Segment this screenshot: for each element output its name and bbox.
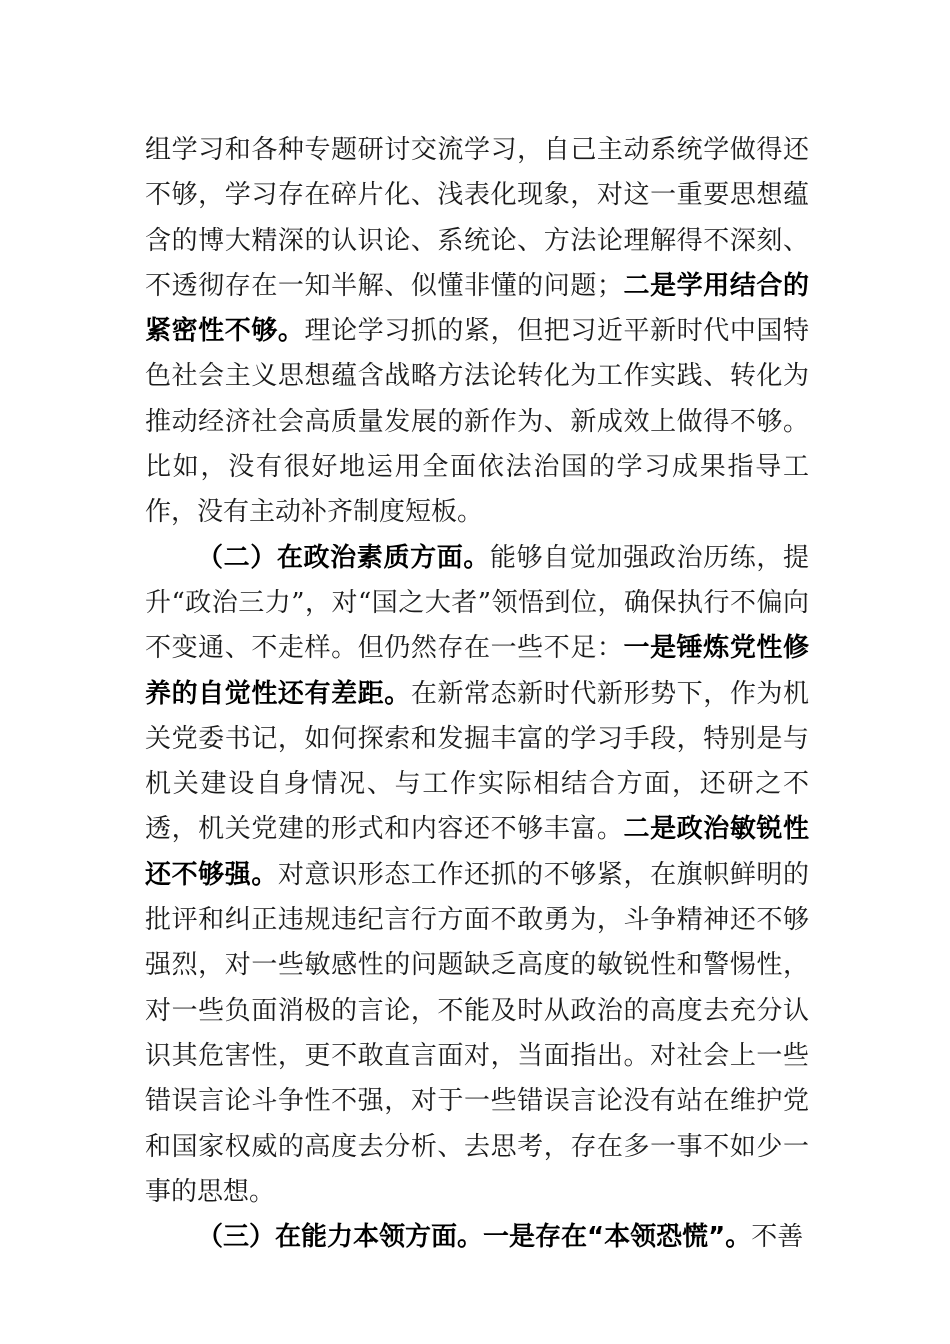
paragraph-2: [145, 536, 809, 1215]
paragraph-3-heading-point-1: 一是存在“本领恐慌”。: [483, 1222, 752, 1253]
paragraph-1: [145, 128, 809, 536]
paragraph-2-heading-point-2: 二是政治敏锐性还不够强。: [145, 814, 809, 890]
document-page: [145, 128, 809, 1260]
paragraph-2-heading-point-1: 一是锤炼党性修养的自觉性还有差距。: [145, 633, 809, 709]
paragraph-3-text: 不善: [751, 1222, 804, 1253]
paragraph-2-text: 能够自觉加强政治历练，提升“政治三力”，对“国之大者”领悟到位，确保执行不偏向不变通、不走样。但仍然存在一些不足：: [145, 542, 809, 664]
paragraph-1-text-cont: 理论学习抓的紧，但把习近平新时代中国特色社会主义思想蕴含战略方法论转化为工作实践、转化为推动经济社会高质量发展的新作为、新成效上做得不够。比如，没有很好地运用全面依法治国的学习成果指导工作，没有主动补齐制度短板。: [145, 316, 809, 528]
section-heading-ability: （三）在能力本领方面。: [197, 1222, 484, 1253]
paragraph-2-text-end: 对意识形态工作还抓的不够紧，在旗帜鲜明的批评和纠正违规违纪言行方面不敢勇为，斗争精神还不够强烈，对一些敏感性的问题缺乏高度的敏锐性和警惕性，对一些负面消极的言论，不能及时从政治的高度去充分认识其危害性，更不敢直言面对，当面指出。对社会上一些错误言论斗争性不强，对于一些错误言论没有站在维护党和国家权威的高度去分析、去思考，存在多一事不如少一事的思想。: [145, 859, 809, 1207]
section-heading-political-quality: （二）在政治素质方面。: [197, 542, 490, 573]
paragraph-2-text-cont: 在新常态新时代新形势下，作为机关党委书记，如何探索和发掘丰富的学习手段，特别是与机关建设自身情况、与工作实际相结合方面，还研之不透，机关党建的形式和内容还不够丰富。: [145, 678, 809, 845]
paragraph-3: [145, 1215, 809, 1260]
paragraph-1-heading-point-2: 二是学用结合的紧密性不够。: [145, 270, 809, 347]
paragraph-1-text: 组学习和各种专题研讨交流学习，自己主动系统学做得还不够，学习存在碎片化、浅表化现象，对这一重要思想蕴含的博大精深的认识论、系统论、方法论理解得不深刻、不透彻存在一知半解、似懂非懂的问题；: [145, 135, 809, 301]
